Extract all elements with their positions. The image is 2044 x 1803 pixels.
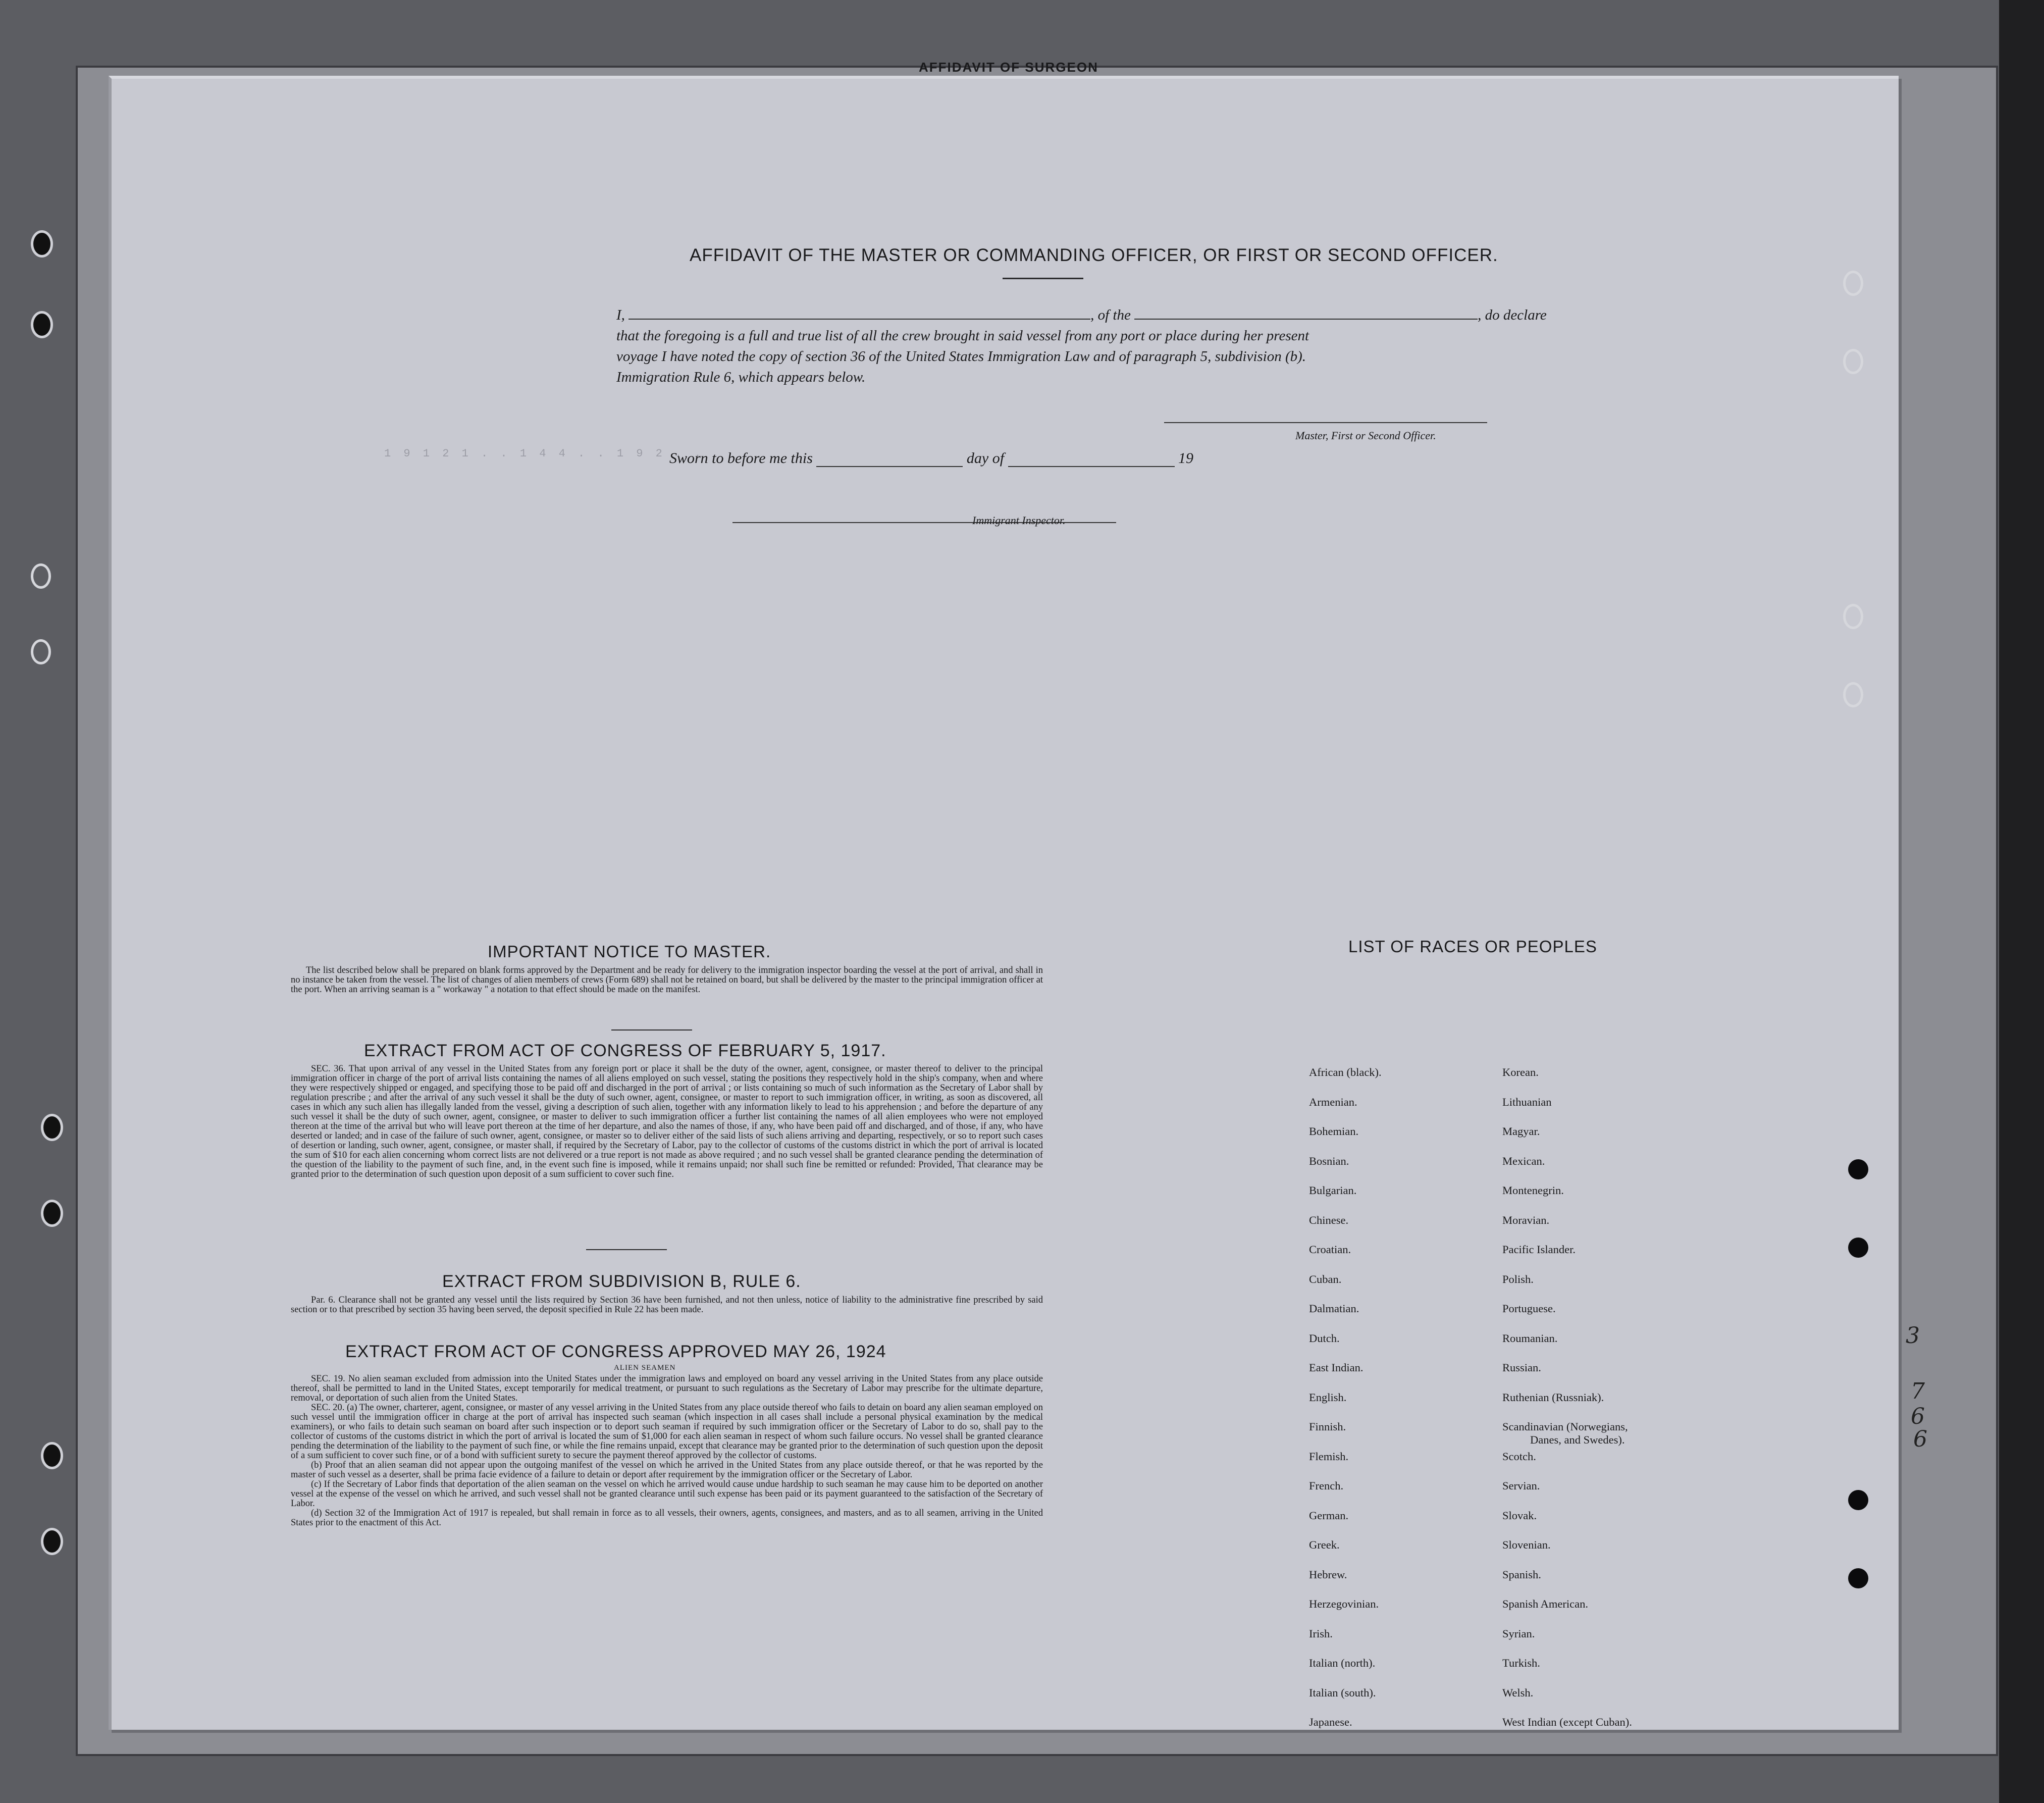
decl-line-3: voyage I have noted the copy of section 36 of the United States Immigration Law and of paragraph 5, subdivision (b).	[616, 348, 1306, 365]
binder-hole	[1843, 604, 1863, 629]
race-item: Korean.	[1502, 1066, 1539, 1078]
separator	[586, 1249, 667, 1250]
sworn-day-blank[interactable]	[816, 466, 963, 467]
decl-line-4: Immigration Rule 6, which appears below.	[616, 369, 866, 385]
punch-hole	[1848, 1238, 1868, 1258]
extract3-title: EXTRACT FROM ACT OF CONGRESS APPROVED MAY 26, 1924	[345, 1342, 886, 1361]
race-item: Servian.	[1502, 1479, 1540, 1492]
punch-hole	[1848, 1490, 1868, 1510]
binder-hole	[41, 1114, 63, 1141]
punch-hole	[1848, 1568, 1868, 1588]
race-item: Chinese.	[1309, 1213, 1349, 1226]
races-title: LIST OF RACES OR PEOPLES	[1348, 937, 1597, 956]
race-item: Irish.	[1309, 1627, 1333, 1640]
master-signature-line[interactable]	[1164, 422, 1487, 423]
punch-hole	[1848, 1159, 1868, 1179]
decl-i: I,	[616, 307, 625, 323]
race-item: Slovenian.	[1502, 1538, 1551, 1551]
decl-of-the: , of the	[1090, 307, 1131, 323]
race-item: Scotch.	[1502, 1450, 1536, 1463]
race-item: Roumanian.	[1502, 1331, 1558, 1345]
race-item: Slovak.	[1502, 1509, 1537, 1522]
binder-hole	[41, 1442, 63, 1469]
year-prefix: 19	[1178, 450, 1194, 467]
binder-hole	[31, 639, 51, 664]
margin-mark: 3	[1906, 1323, 1920, 1349]
extract1-text: SEC. 36. That upon arrival of any vessel in the United States from any foreign port or place it shall be the duty of the owner, agent, consignee, or master thereof to deliver to the principal immigration officer in charge of the port of arrival lists containing the names of all aliens employed on such vessel, stating the positions they respectively hold in the ship's company, when and where they were respectively shipped or engaged, and specifying those to be paid off and discharged in the port of arrival ; or lists containing so much of such information as the Secretary of Labor shall by regulation prescribe ; and after the arrival of any such vessel it shall be the duty of such owner, agent, consignee, or master to report to such immigration officer, in writing, as soon as discovered, all cases in which any such alien has illegally landed from the vessel, giving a description of such alien, together with any information likely to lead to his apprehension ; and before the departure of any such vessel it shall be the duty of such owner, agent, consignee, or master to deliver to such immigration officer a further list containing the names of all alien employees who were not employed thereon at the time of the arrival but who will leave port thereon at the time of her departure, and also the names of those, if any, who have been paid off and discharged, and of those, if any, who have deserted or landed; and in case of the failure of such owner, agent, consignee, or master so to deliver either of the said lists of such aliens arriving and departing, respectively, or so to report such cases of desertion or landing, such owner, agent, consignee, or master shall, if required by the Secretary of Labor, pay to the collector of customs of the customs district in which the port of arrival is located the sum of $10 for each alien concerning whom correct lists are not delivered or a true report is not made as above required ; and no such vessel shall be granted clearance pending the determination of the question of the liability to the payment of such fine, and, in the event such fine is imposed, while it remains unpaid; nor shall such fine be remitted or refunded: Provided, That clearance may be granted prior to the determination of such question upon deposit of a sum sufficient to cover such fine.	[291, 1064, 1043, 1179]
race-item: Japanese.	[1309, 1716, 1352, 1728]
race-item: Bohemian.	[1309, 1125, 1359, 1138]
sworn-label: Sworn to before me this	[669, 450, 813, 467]
race-item: German.	[1309, 1509, 1349, 1522]
races-left-column	[1309, 1066, 1382, 1745]
sworn-month-blank[interactable]	[1008, 466, 1175, 467]
race-item: Welsh.	[1502, 1686, 1534, 1699]
race-item: Magyar.	[1502, 1125, 1540, 1138]
title-underline	[1003, 278, 1083, 279]
race-item	[1502, 1420, 1632, 1450]
sworn-line	[669, 450, 1193, 467]
race-item: Russian.	[1502, 1361, 1541, 1374]
extract1-title: EXTRACT FROM ACT OF CONGRESS OF FEBRUARY 5, 1917.	[364, 1041, 886, 1060]
race-item: Turkish.	[1502, 1657, 1540, 1669]
race-item: Herzegovinian.	[1309, 1598, 1379, 1610]
race-item: East Indian.	[1309, 1361, 1364, 1374]
extract3-sec20c: (c) If the Secretary of Labor finds that deportation of the alien seaman on the vessel on which he arrived would cause undue hardship to such seaman he may cause him to be deported on another vessel at the expense of the vessel on which he arrived, and such vessel shall not be granted clearance until such expense has been paid or its payment guaranteed to the satisfaction of the Secretary of Labor.	[291, 1479, 1043, 1509]
race-item: Polish.	[1502, 1272, 1534, 1285]
inspector-label: Immigrant Inspector.	[972, 514, 1066, 527]
extract1-body	[291, 1064, 1043, 1179]
race-item: Spanish American.	[1502, 1598, 1588, 1610]
separator	[611, 1029, 692, 1031]
binder-hole	[1843, 682, 1863, 707]
decl-do-declare: , do declare	[1478, 307, 1547, 323]
race-item: Spanish.	[1502, 1568, 1541, 1581]
binder-hole	[1843, 349, 1863, 374]
race-item: Bosnian.	[1309, 1154, 1349, 1167]
race-item: Italian (south).	[1309, 1686, 1376, 1699]
binder-hole	[41, 1200, 63, 1227]
binder-hole	[31, 311, 53, 338]
binder-hole	[1843, 271, 1863, 296]
master-label: Master, First or Second Officer.	[1295, 429, 1436, 442]
race-item: Moravian.	[1502, 1213, 1550, 1226]
race-item: Ruthenian (Russniak).	[1502, 1390, 1604, 1404]
race-item-scandinavian: Scandinavian (Norwegians,	[1502, 1420, 1628, 1433]
extract3-sec20b: (b) Proof that an alien seaman did not appear upon the outgoing manifest of the vessel on which he arrived in the United States from any place outside thereof, or that he was reported by the master of such vessel as a deserter, shall be prima facie evidence of a failure to detain or deport after requirement by the immigration officer or the Secretary of Labor.	[291, 1460, 1043, 1480]
race-item: Syrian.	[1502, 1627, 1535, 1640]
extract3-sec20a: SEC. 20. (a) The owner, charterer, agent, consignee, or master of any vessel arriving in the United States from any place outside thereof who fails to detain on board any alien seaman employed on such vessel until the immigration officer in charge at the port of arrival has inspected such seaman (which inspection in all cases shall include a personal physical examination by the medical examiners), or who fails to detain such seaman on board after such inspection or to deport such seaman if required by such immigration officer or the Secretary of Labor to do so, shall pay to the collector of customs of the customs district in which the port of arrival is located the sum of $1,000 for each alien seaman in respect of whom such failure occurs. No vessel shall be granted clearance pending the determination of the liability to the payment of such fine, or while the fine remains unpaid, except that clearance may be granted prior to the determination of such question upon the deposit of a sum sufficient to cover such fine, or of a bond with sufficient surety to secure the payment thereof approved by the collector of customs.	[291, 1403, 1043, 1461]
notice-title: IMPORTANT NOTICE TO MASTER.	[488, 942, 771, 961]
race-item: French.	[1309, 1479, 1344, 1492]
race-item: African (black).	[1309, 1066, 1382, 1078]
races-right-column	[1502, 1066, 1632, 1745]
decl-line-2: that the foregoing is a full and true list of all the crew brought in said vessel from any port or place during her present	[616, 328, 1309, 344]
race-item: Hebrew.	[1309, 1568, 1347, 1581]
race-item: Portuguese.	[1502, 1302, 1556, 1315]
extract3-subtitle: ALIEN SEAMEN	[614, 1364, 676, 1372]
extract2-body	[291, 1296, 1043, 1315]
extract3-sec19: SEC. 19. No alien seaman excluded from admission into the United States under the immigration laws and employed on board any vessel arriving in the United States from any place outside thereof, shall be permitted to land in the United States, except temporarily for medical treatment, or pursuant to such regulations as the Secretary of Labor may prescribe for the ultimate departure, removal, or deportation of such alien from the United States.	[291, 1374, 1043, 1403]
declaration	[616, 305, 1621, 388]
race-item: Finnish.	[1309, 1420, 1346, 1433]
margin-mark: 6	[1913, 1426, 1927, 1452]
race-item: Dalmatian.	[1309, 1302, 1359, 1315]
binder-hole	[31, 563, 51, 589]
form-page	[109, 76, 1899, 1730]
race-item: Croatian.	[1309, 1243, 1351, 1256]
extract2-title: EXTRACT FROM SUBDIVISION B, RULE 6.	[442, 1272, 801, 1291]
bleed-through-text: 1 9 1 2 1 . . 1 4 4 . . 1 9 2 . .	[384, 447, 704, 460]
name-blank[interactable]	[628, 319, 1090, 320]
race-item: English.	[1309, 1390, 1347, 1404]
race-item-scandinavian-cont: Danes, and Swedes).	[1530, 1433, 1625, 1446]
race-item: Lithuanian	[1502, 1095, 1552, 1108]
race-item: Dutch.	[1309, 1331, 1340, 1345]
binder-hole	[41, 1528, 63, 1555]
extract3-body	[291, 1374, 1043, 1528]
race-item: Italian (north).	[1309, 1657, 1376, 1669]
race-item: Armenian.	[1309, 1095, 1357, 1108]
race-item: Mexican.	[1502, 1154, 1545, 1167]
notice-body	[291, 966, 1043, 995]
race-item: Bulgarian.	[1309, 1184, 1357, 1197]
race-item: Pacific Islander.	[1502, 1243, 1576, 1256]
day-of-label: day of	[966, 450, 1005, 467]
race-item: Cuban.	[1309, 1272, 1342, 1285]
notice-text: The list described below shall be prepared on blank forms approved by the Department and be ready for delivery to the immigration inspector boarding the vessel at the port of arrival, and shall in no instance be taken from the vessel. The list of changes of alien members of crews (Form 689) shall not be retained on board, but shall be delivered by the master to the principal immigration officer at the port. When an arriving seaman is a " workaway " a notation to that effect should be made on the manifest.	[291, 965, 1043, 995]
extract3-sec20d: (d) Section 32 of the Immigration Act of 1917 is repealed, but shall remain in force as to all vessels, their owners, agents, consignees, and masters, and as to all seamen, arriving in the United States prior to the enactment of this Act.	[291, 1508, 1043, 1528]
top-header: AFFIDAVIT OF SURGEON	[919, 60, 1098, 75]
race-item: Greek.	[1309, 1538, 1340, 1551]
vessel-blank[interactable]	[1134, 319, 1478, 320]
margin-mark: 7	[1911, 1378, 1925, 1404]
race-item: West Indian (except Cuban).	[1502, 1716, 1632, 1728]
margin-mark: 6	[1911, 1404, 1925, 1429]
race-item: Montenegrin.	[1502, 1184, 1564, 1197]
binder-hole	[31, 230, 53, 257]
affidavit-title: AFFIDAVIT OF THE MASTER OR COMMANDING OFFICER, OR FIRST OR SECOND OFFICER.	[690, 245, 1498, 265]
extract2-text: Par. 6. Clearance shall not be granted any vessel until the lists required by Section 36 have been furnished, and not then unless, notice of liability to the administrative fine prescribed by said section or to that prescribed by section 35 having been served, the deposit specified in Rule 22 has been made.	[291, 1295, 1043, 1315]
race-item: Flemish.	[1309, 1450, 1349, 1463]
